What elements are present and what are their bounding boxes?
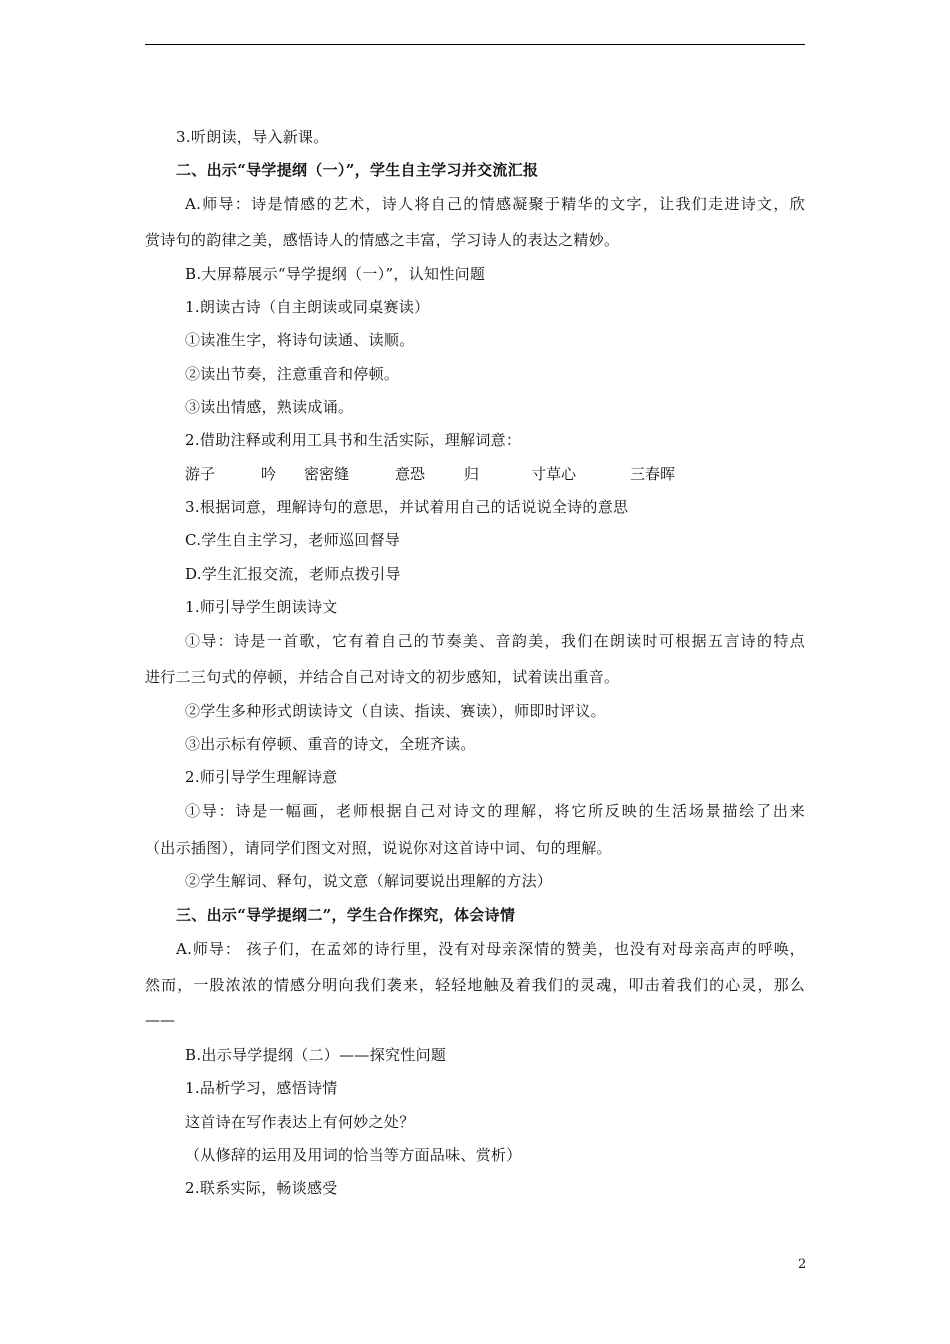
term: 意恐	[395, 465, 426, 483]
text-line: 赏诗句的韵律之美，感悟诗人的情感之丰富，学习诗人的表达之精妙。	[145, 231, 620, 249]
vocabulary-terms	[0, 464, 950, 486]
text-line: ①导：诗是一幅画，老师根据自己对诗文的理解，将它所反映的生活场景描绘了出来	[185, 802, 805, 820]
header-rule	[145, 44, 805, 45]
text-line: 2.师引导学生理解诗意	[185, 768, 338, 786]
term: 三春晖	[630, 465, 676, 483]
text-line: C.学生自主学习，老师巡回督导	[185, 531, 401, 549]
text-line: B.出示导学提纲（二）——探究性问题	[185, 1046, 447, 1064]
term: 游子	[185, 465, 216, 483]
text-line: A.师导：诗是情感的艺术，诗人将自己的情感凝聚于精华的文字，让我们走进诗文，欣	[185, 195, 805, 213]
text-line: 1.品析学习，感悟诗情	[185, 1079, 338, 1097]
text-line: B.大屏幕展示“导学提纲（一）”，认知性问题	[185, 265, 486, 283]
text-line: ②学生解词、释句，说文意（解词要说出理解的方法）	[185, 872, 553, 890]
text-line: 1.朗读古诗（自主朗读或同桌赛读）	[185, 298, 430, 316]
term: 归	[464, 465, 480, 483]
text-line: （从修辞的运用及用词的恰当等方面品味、赏析）	[185, 1146, 522, 1164]
text-line: 2.联系实际，畅谈感受	[185, 1179, 338, 1197]
text-line: （出示插图），请同学们图文对照，说说你对这首诗中词、句的理解。	[145, 839, 612, 857]
text-line: 然而，一股浓浓的情感分明向我们袭来，轻轻地触及着我们的灵魂，叩击着我们的心灵，那么	[145, 976, 805, 994]
text-line: ①导：诗是一首歌，它有着自己的节奏美、音韵美，我们在朗读时可根据五言诗的特点	[185, 632, 805, 650]
term: 寸草心	[531, 465, 577, 483]
text-line: 3.根据词意，理解诗句的意思，并试着用自己的话说说全诗的意思	[185, 498, 629, 516]
text-line: 2.借助注释或利用工具书和生活实际，理解词意：	[185, 431, 522, 449]
text-line: A.师导： 孩子们，在孟郊的诗行里，没有对母亲深情的赞美，也没有对母亲高声的呼唤，	[176, 940, 805, 958]
text-line: ①读准生字，将诗句读通、读顺。	[185, 331, 415, 349]
text-line: ②读出节奏，注意重音和停顿。	[185, 365, 400, 383]
text-line: ——	[145, 1011, 175, 1029]
term: 密密缝	[304, 465, 350, 483]
text-line: 进行二三句式的停顿，并结合自己对诗文的初步感知，试着读出重音。	[145, 668, 620, 686]
section-heading: 二、出示“导学提纲（一）”，学生自主学习并交流汇报	[176, 161, 539, 179]
text-line: 3.听朗读，导入新课。	[176, 128, 329, 146]
text-line: ②学生多种形式朗读诗文（自读、指读、赛读），师即时评议。	[185, 702, 606, 720]
text-line: ③读出情感，熟读成诵。	[185, 398, 354, 416]
page-number: 2	[798, 1257, 807, 1272]
text-line: 这首诗在写作表达上有何妙之处？	[185, 1113, 415, 1131]
text-line: D.学生汇报交流，老师点拨引导	[185, 565, 401, 583]
text-line: 1.师引导学生朗读诗文	[185, 598, 338, 616]
section-heading: 三、出示“导学提纲二”，学生合作探究，体会诗情	[176, 906, 516, 924]
text-line: ③出示标有停顿、重音的诗文，全班齐读。	[185, 735, 476, 753]
term: 吟	[261, 465, 277, 483]
